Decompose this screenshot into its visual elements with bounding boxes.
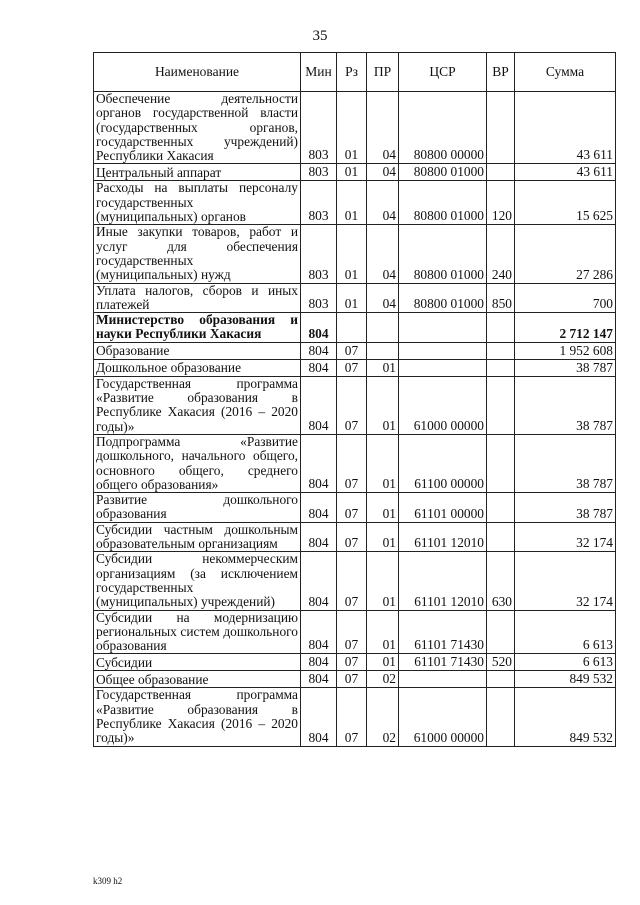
cell-csr: 61101 71430 bbox=[399, 654, 487, 671]
table-row bbox=[94, 342, 616, 359]
cell-min: 804 bbox=[301, 376, 337, 434]
cell-rz: 07 bbox=[337, 610, 367, 654]
table-row bbox=[94, 654, 616, 671]
cell-rz: 01 bbox=[337, 92, 367, 164]
cell-sum: 6 613 bbox=[515, 610, 616, 654]
table-row bbox=[94, 92, 616, 164]
cell-vr bbox=[487, 376, 515, 434]
cell-csr: 61101 00000 bbox=[399, 493, 487, 523]
header-rz: Рз bbox=[337, 53, 367, 92]
cell-vr bbox=[487, 92, 515, 164]
table-row bbox=[94, 522, 616, 552]
table-body bbox=[94, 92, 616, 747]
cell-min: 803 bbox=[301, 283, 337, 313]
cell-rz: 07 bbox=[337, 493, 367, 523]
table-row bbox=[94, 164, 616, 181]
cell-pr: 01 bbox=[367, 522, 399, 552]
cell-vr bbox=[487, 522, 515, 552]
cell-pr: 01 bbox=[367, 654, 399, 671]
budget-table bbox=[93, 52, 616, 747]
header-sum: Сумма bbox=[515, 53, 616, 92]
cell-sum: 6 613 bbox=[515, 654, 616, 671]
cell-name: Подпрограмма «Развитие дошкольного, начального общего, основного общего, среднего общего образования» bbox=[94, 434, 301, 492]
cell-sum: 1 952 608 bbox=[515, 342, 616, 359]
cell-vr bbox=[487, 313, 515, 343]
cell-min: 804 bbox=[301, 493, 337, 523]
cell-min: 803 bbox=[301, 164, 337, 181]
cell-sum: 43 611 bbox=[515, 164, 616, 181]
cell-csr: 61000 00000 bbox=[399, 376, 487, 434]
cell-csr: 80800 00000 bbox=[399, 92, 487, 164]
cell-pr: 01 bbox=[367, 434, 399, 492]
cell-name: Государственная программа «Развитие образования в Республике Хакасия (2016 – 2020 годы)» bbox=[94, 688, 301, 746]
cell-vr bbox=[487, 434, 515, 492]
cell-vr bbox=[487, 359, 515, 376]
table-row bbox=[94, 434, 616, 492]
table-row bbox=[94, 493, 616, 523]
cell-vr bbox=[487, 610, 515, 654]
cell-csr bbox=[399, 671, 487, 688]
cell-vr: 630 bbox=[487, 552, 515, 610]
table-row bbox=[94, 610, 616, 654]
cell-pr: 04 bbox=[367, 225, 399, 283]
cell-csr: 61101 12010 bbox=[399, 522, 487, 552]
cell-min: 804 bbox=[301, 688, 337, 746]
cell-pr bbox=[367, 342, 399, 359]
cell-min: 803 bbox=[301, 181, 337, 225]
cell-vr: 850 bbox=[487, 283, 515, 313]
cell-rz: 07 bbox=[337, 434, 367, 492]
cell-rz: 07 bbox=[337, 552, 367, 610]
cell-min: 804 bbox=[301, 434, 337, 492]
cell-min: 804 bbox=[301, 313, 337, 343]
cell-name: Уплата налогов, сборов и иных платежей bbox=[94, 283, 301, 313]
cell-csr: 61100 00000 bbox=[399, 434, 487, 492]
cell-csr: 80800 01000 bbox=[399, 283, 487, 313]
cell-rz: 07 bbox=[337, 688, 367, 746]
cell-min: 804 bbox=[301, 654, 337, 671]
cell-rz: 07 bbox=[337, 342, 367, 359]
cell-min: 804 bbox=[301, 671, 337, 688]
cell-min: 804 bbox=[301, 342, 337, 359]
cell-min: 803 bbox=[301, 225, 337, 283]
cell-name: Субсидии частным дошкольным образовательным организациям bbox=[94, 522, 301, 552]
cell-rz: 07 bbox=[337, 376, 367, 434]
cell-name: Развитие дошкольного образования bbox=[94, 493, 301, 523]
table-row bbox=[94, 688, 616, 746]
cell-pr: 04 bbox=[367, 283, 399, 313]
cell-name: Образование bbox=[94, 342, 301, 359]
cell-rz: 07 bbox=[337, 522, 367, 552]
header-pr: ПР bbox=[367, 53, 399, 92]
cell-pr: 01 bbox=[367, 376, 399, 434]
cell-rz: 07 bbox=[337, 671, 367, 688]
cell-name: Центральный аппарат bbox=[94, 164, 301, 181]
table-row bbox=[94, 359, 616, 376]
cell-name: Обеспечение деятельности органов государственной власти (государственных органов, государственных учреждений) Республики Хакасия bbox=[94, 92, 301, 164]
cell-rz bbox=[337, 313, 367, 343]
cell-csr: 61101 12010 bbox=[399, 552, 487, 610]
cell-vr bbox=[487, 688, 515, 746]
cell-name: Субсидии bbox=[94, 654, 301, 671]
cell-csr: 80800 01000 bbox=[399, 181, 487, 225]
table-row bbox=[94, 552, 616, 610]
cell-rz: 01 bbox=[337, 164, 367, 181]
cell-name: Расходы на выплаты персоналу государственных (муниципальных) органов bbox=[94, 181, 301, 225]
cell-name: Дошкольное образование bbox=[94, 359, 301, 376]
cell-csr bbox=[399, 313, 487, 343]
cell-sum: 32 174 bbox=[515, 522, 616, 552]
cell-sum: 38 787 bbox=[515, 434, 616, 492]
cell-name: Общее образование bbox=[94, 671, 301, 688]
cell-min: 804 bbox=[301, 522, 337, 552]
header-min: Мин bbox=[301, 53, 337, 92]
cell-vr bbox=[487, 164, 515, 181]
footer-code: k309 h2 bbox=[93, 876, 123, 886]
cell-min: 804 bbox=[301, 552, 337, 610]
header-name: Наименование bbox=[94, 53, 301, 92]
cell-name: Иные закупки товаров, работ и услуг для обеспечения государственных (муниципальных) нужд bbox=[94, 225, 301, 283]
cell-pr: 02 bbox=[367, 671, 399, 688]
cell-rz: 01 bbox=[337, 181, 367, 225]
table-row bbox=[94, 225, 616, 283]
cell-min: 804 bbox=[301, 610, 337, 654]
header-csr: ЦСР bbox=[399, 53, 487, 92]
cell-rz: 07 bbox=[337, 359, 367, 376]
cell-sum: 700 bbox=[515, 283, 616, 313]
cell-vr bbox=[487, 342, 515, 359]
table-row bbox=[94, 313, 616, 343]
table-row bbox=[94, 671, 616, 688]
cell-pr: 04 bbox=[367, 181, 399, 225]
cell-csr bbox=[399, 342, 487, 359]
cell-name: Министерство образования и науки Республики Хакасия bbox=[94, 313, 301, 343]
cell-sum: 43 611 bbox=[515, 92, 616, 164]
cell-pr: 01 bbox=[367, 552, 399, 610]
cell-csr: 61101 71430 bbox=[399, 610, 487, 654]
cell-sum: 15 625 bbox=[515, 181, 616, 225]
cell-rz: 07 bbox=[337, 654, 367, 671]
cell-min: 804 bbox=[301, 359, 337, 376]
cell-rz: 01 bbox=[337, 283, 367, 313]
cell-pr: 02 bbox=[367, 688, 399, 746]
cell-pr: 01 bbox=[367, 493, 399, 523]
cell-sum: 2 712 147 bbox=[515, 313, 616, 343]
header-vr: ВР bbox=[487, 53, 515, 92]
table-header-row bbox=[94, 53, 616, 92]
table-row bbox=[94, 181, 616, 225]
cell-csr: 61000 00000 bbox=[399, 688, 487, 746]
cell-csr: 80800 01000 bbox=[399, 164, 487, 181]
cell-pr: 04 bbox=[367, 92, 399, 164]
cell-vr: 120 bbox=[487, 181, 515, 225]
cell-sum: 849 532 bbox=[515, 671, 616, 688]
cell-min: 803 bbox=[301, 92, 337, 164]
cell-pr bbox=[367, 313, 399, 343]
cell-name: Субсидии на модернизацию региональных систем дошкольного образования bbox=[94, 610, 301, 654]
cell-sum: 849 532 bbox=[515, 688, 616, 746]
cell-vr: 240 bbox=[487, 225, 515, 283]
cell-rz: 01 bbox=[337, 225, 367, 283]
cell-sum: 32 174 bbox=[515, 552, 616, 610]
cell-name: Субсидии некоммерческим организациям (за исключением государственных (муниципальных) учреждений) bbox=[94, 552, 301, 610]
cell-name: Государственная программа «Развитие образования в Республике Хакасия (2016 – 2020 годы)» bbox=[94, 376, 301, 434]
page-number: 35 bbox=[312, 28, 328, 44]
cell-pr: 04 bbox=[367, 164, 399, 181]
cell-pr: 01 bbox=[367, 610, 399, 654]
cell-vr: 520 bbox=[487, 654, 515, 671]
cell-vr bbox=[487, 671, 515, 688]
cell-csr bbox=[399, 359, 487, 376]
cell-sum: 38 787 bbox=[515, 493, 616, 523]
cell-vr bbox=[487, 493, 515, 523]
cell-sum: 38 787 bbox=[515, 359, 616, 376]
cell-csr: 80800 01000 bbox=[399, 225, 487, 283]
cell-pr: 01 bbox=[367, 359, 399, 376]
cell-sum: 38 787 bbox=[515, 376, 616, 434]
table-row bbox=[94, 283, 616, 313]
cell-sum: 27 286 bbox=[515, 225, 616, 283]
table-row bbox=[94, 376, 616, 434]
